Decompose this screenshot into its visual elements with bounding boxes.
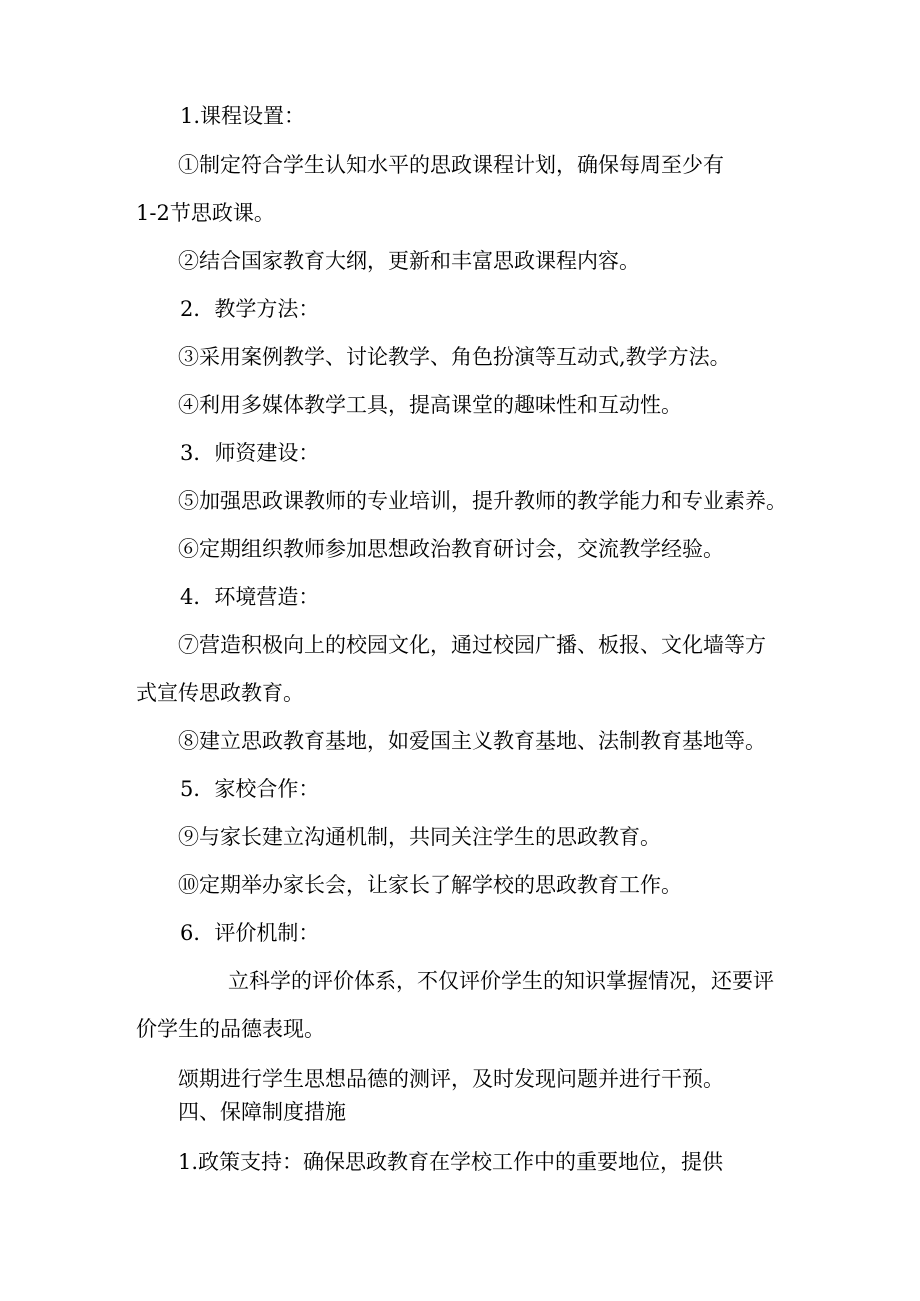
paragraph-line: 颂期进行学生思想品德的测评，及时发现问题并进行干预。	[178, 1067, 724, 1091]
section-heading-6: 6．评价机制：	[180, 921, 320, 945]
paragraph-line: 式宣传思政教育。	[136, 681, 304, 705]
paragraph-line: ⑨与家长建立沟通机制，共同关注学生的思政教育。	[178, 825, 661, 849]
paragraph-line: 1.政策支持：确保思政教育在学校工作中的重要地位，提供	[178, 1150, 724, 1174]
paragraph-line: ①制定符合学生认知水平的思政课程计划，确保每周至少有	[178, 153, 724, 177]
section-heading-2: 2．教学方法：	[180, 297, 320, 321]
paragraph-line: ⑤加强思政课教师的专业培训，提升教师的教学能力和专业素养。	[178, 489, 787, 513]
paragraph-line: 1-2节思政课。	[136, 201, 275, 225]
chapter-heading: 四、保障制度措施	[178, 1100, 346, 1124]
section-heading-5: 5．家校合作：	[180, 777, 320, 801]
paragraph-line: ⑧建立思政教育基地，如爱国主义教育基地、法制教育基地等。	[178, 729, 766, 753]
paragraph-line: ③采用案例教学、讨论教学、角色扮演等互动式,教学方法。	[178, 345, 731, 369]
paragraph-line: 价学生的品德表现。	[136, 1017, 325, 1041]
paragraph-line: ②结合国家教育大纲，更新和丰富思政课程内容。	[178, 249, 640, 273]
paragraph-line: ⑥定期组织教师参加思想政治教育研讨会，交流教学经验。	[178, 537, 724, 561]
section-heading-4: 4．环境营造：	[180, 585, 320, 609]
section-heading-1: 1.课程设置：	[180, 104, 306, 128]
paragraph-line: ⑦营造积极向上的校园文化，通过校园广播、板报、文化墙等方	[178, 633, 766, 657]
section-heading-3: 3．师资建设：	[180, 441, 320, 465]
paragraph-line: ④利用多媒体教学工具，提高课堂的趣味性和互动性。	[178, 393, 682, 417]
paragraph-line: 立科学的评价体系，不仅评价学生的知识掌握情况，还要评	[228, 969, 774, 993]
paragraph-line: ⑩定期举办家长会，让家长了解学校的思政教育工作。	[178, 873, 682, 897]
